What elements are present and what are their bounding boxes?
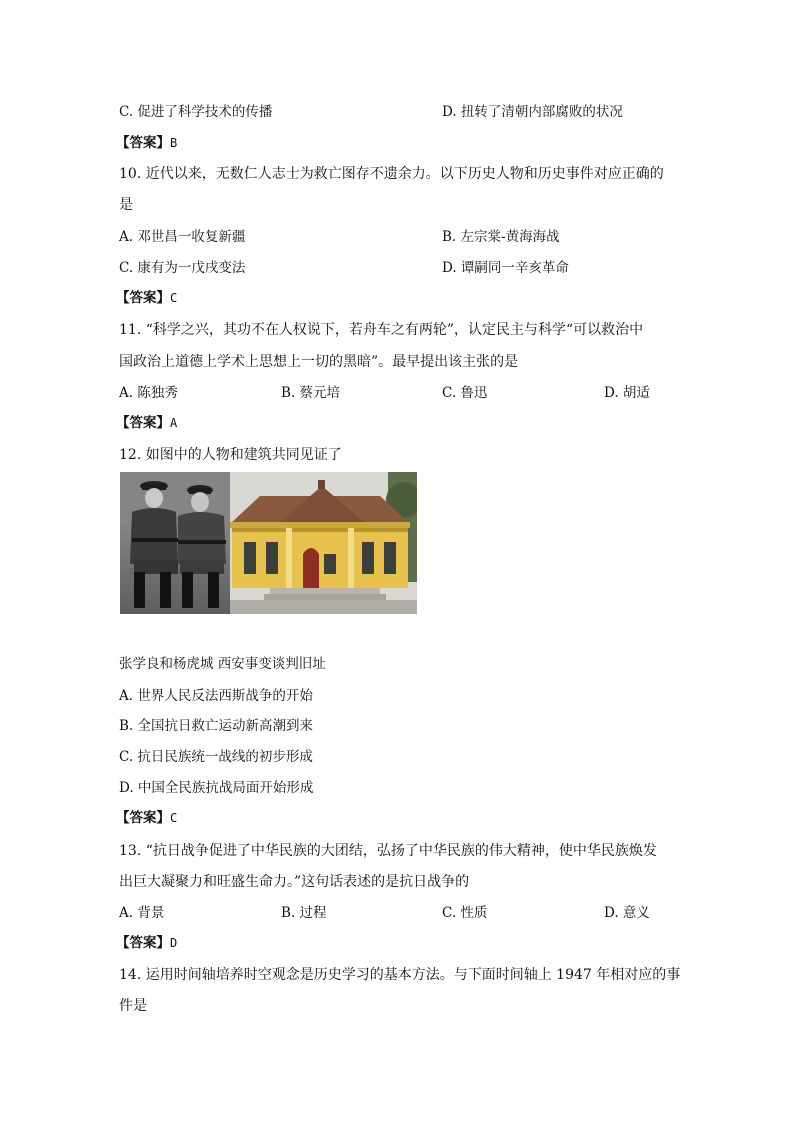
q12-stem-line1: 12. 如图中的人物和建筑共同见证了 <box>119 447 342 463</box>
q10-stem-line2: 是 <box>119 197 133 213</box>
answer-value: B <box>170 136 178 150</box>
q11-stem-line2: 国政治上道德上学术上思想上一切的黑暗”。最早提出该主张的是 <box>119 354 519 370</box>
answer-q13 <box>116 933 177 953</box>
q11-option-b: B. 蔡元培 <box>281 385 341 401</box>
q10-option-d: D. 谭嗣同一辛亥革命 <box>442 260 569 276</box>
q10-option-c: C. 康有为一戊戌变法 <box>119 260 246 276</box>
answer-value: C <box>170 291 178 305</box>
answer-value: C <box>170 811 178 825</box>
answer-label: 【答案】 <box>116 810 170 826</box>
officers-photo <box>120 472 236 614</box>
q9-option-c: C. 促进了科学技术的传播 <box>119 104 273 120</box>
answer-label: 【答案】 <box>116 935 170 951</box>
answer-q12 <box>116 808 177 828</box>
answer-label: 【答案】 <box>116 135 170 151</box>
q10-option-b: B. 左宗棠-黄海海战 <box>442 229 560 245</box>
q10-option-a: A. 邓世昌一收复新疆 <box>119 229 246 245</box>
q12-image-caption: 张学良和杨虎城 西安事变谈判旧址 <box>119 656 326 672</box>
answer-label: 【答案】 <box>116 415 170 431</box>
q13-stem-line2: 出巨大凝聚力和旺盛生命力。”这句话表述的是抗日战争的 <box>119 874 470 890</box>
q12-option-c: C. 抗日民族统一战线的初步形成 <box>119 749 313 765</box>
q11-stem-line1: 11. “科学之兴，其功不在人权说下，若舟车之有两轮”，认定民主与科学“可以救治中 <box>119 322 644 338</box>
q11-option-d: D. 胡适 <box>604 385 650 401</box>
q13-option-c: C. 性质 <box>442 905 488 921</box>
q9-option-d: D. 扭转了清朝内部腐败的状况 <box>442 104 623 120</box>
q12-option-d: D. 中国全民族抗战局面开始形成 <box>119 780 314 796</box>
q11-option-a: A. 陈独秀 <box>119 385 178 401</box>
answer-q9 <box>116 133 177 153</box>
q14-stem-line1: 14. 运用时间轴培养时空观念是历史学习的基本方法。与下面时间轴上 1947 年相对应的事 <box>119 967 681 983</box>
answer-value: A <box>170 416 178 430</box>
q13-option-d: D. 意义 <box>604 905 650 921</box>
answer-q10 <box>116 288 177 308</box>
q14-stem-line2: 件是 <box>119 998 147 1014</box>
answer-q11 <box>116 413 177 433</box>
q13-option-b: B. 过程 <box>281 905 327 921</box>
answer-value: D <box>170 936 178 950</box>
q12-option-b: B. 全国抗日救亡运动新高潮到来 <box>119 718 314 734</box>
q13-stem-line1: 13. “抗日战争促进了中华民族的大团结，弘扬了中华民族的伟大精神，使中华民族焕发 <box>119 843 657 859</box>
answer-label: 【答案】 <box>116 290 170 306</box>
building-photo <box>230 472 417 614</box>
q11-option-c: C. 鲁迅 <box>442 385 488 401</box>
q10-stem-line1: 10. 近代以来，无数仁人志士为救亡图存不遗余力。以下历史人物和历史事件对应正确的 <box>119 166 664 182</box>
q13-option-a: A. 背景 <box>119 905 165 921</box>
q12-option-a: A. 世界人民反法西斯战争的开始 <box>119 688 313 704</box>
